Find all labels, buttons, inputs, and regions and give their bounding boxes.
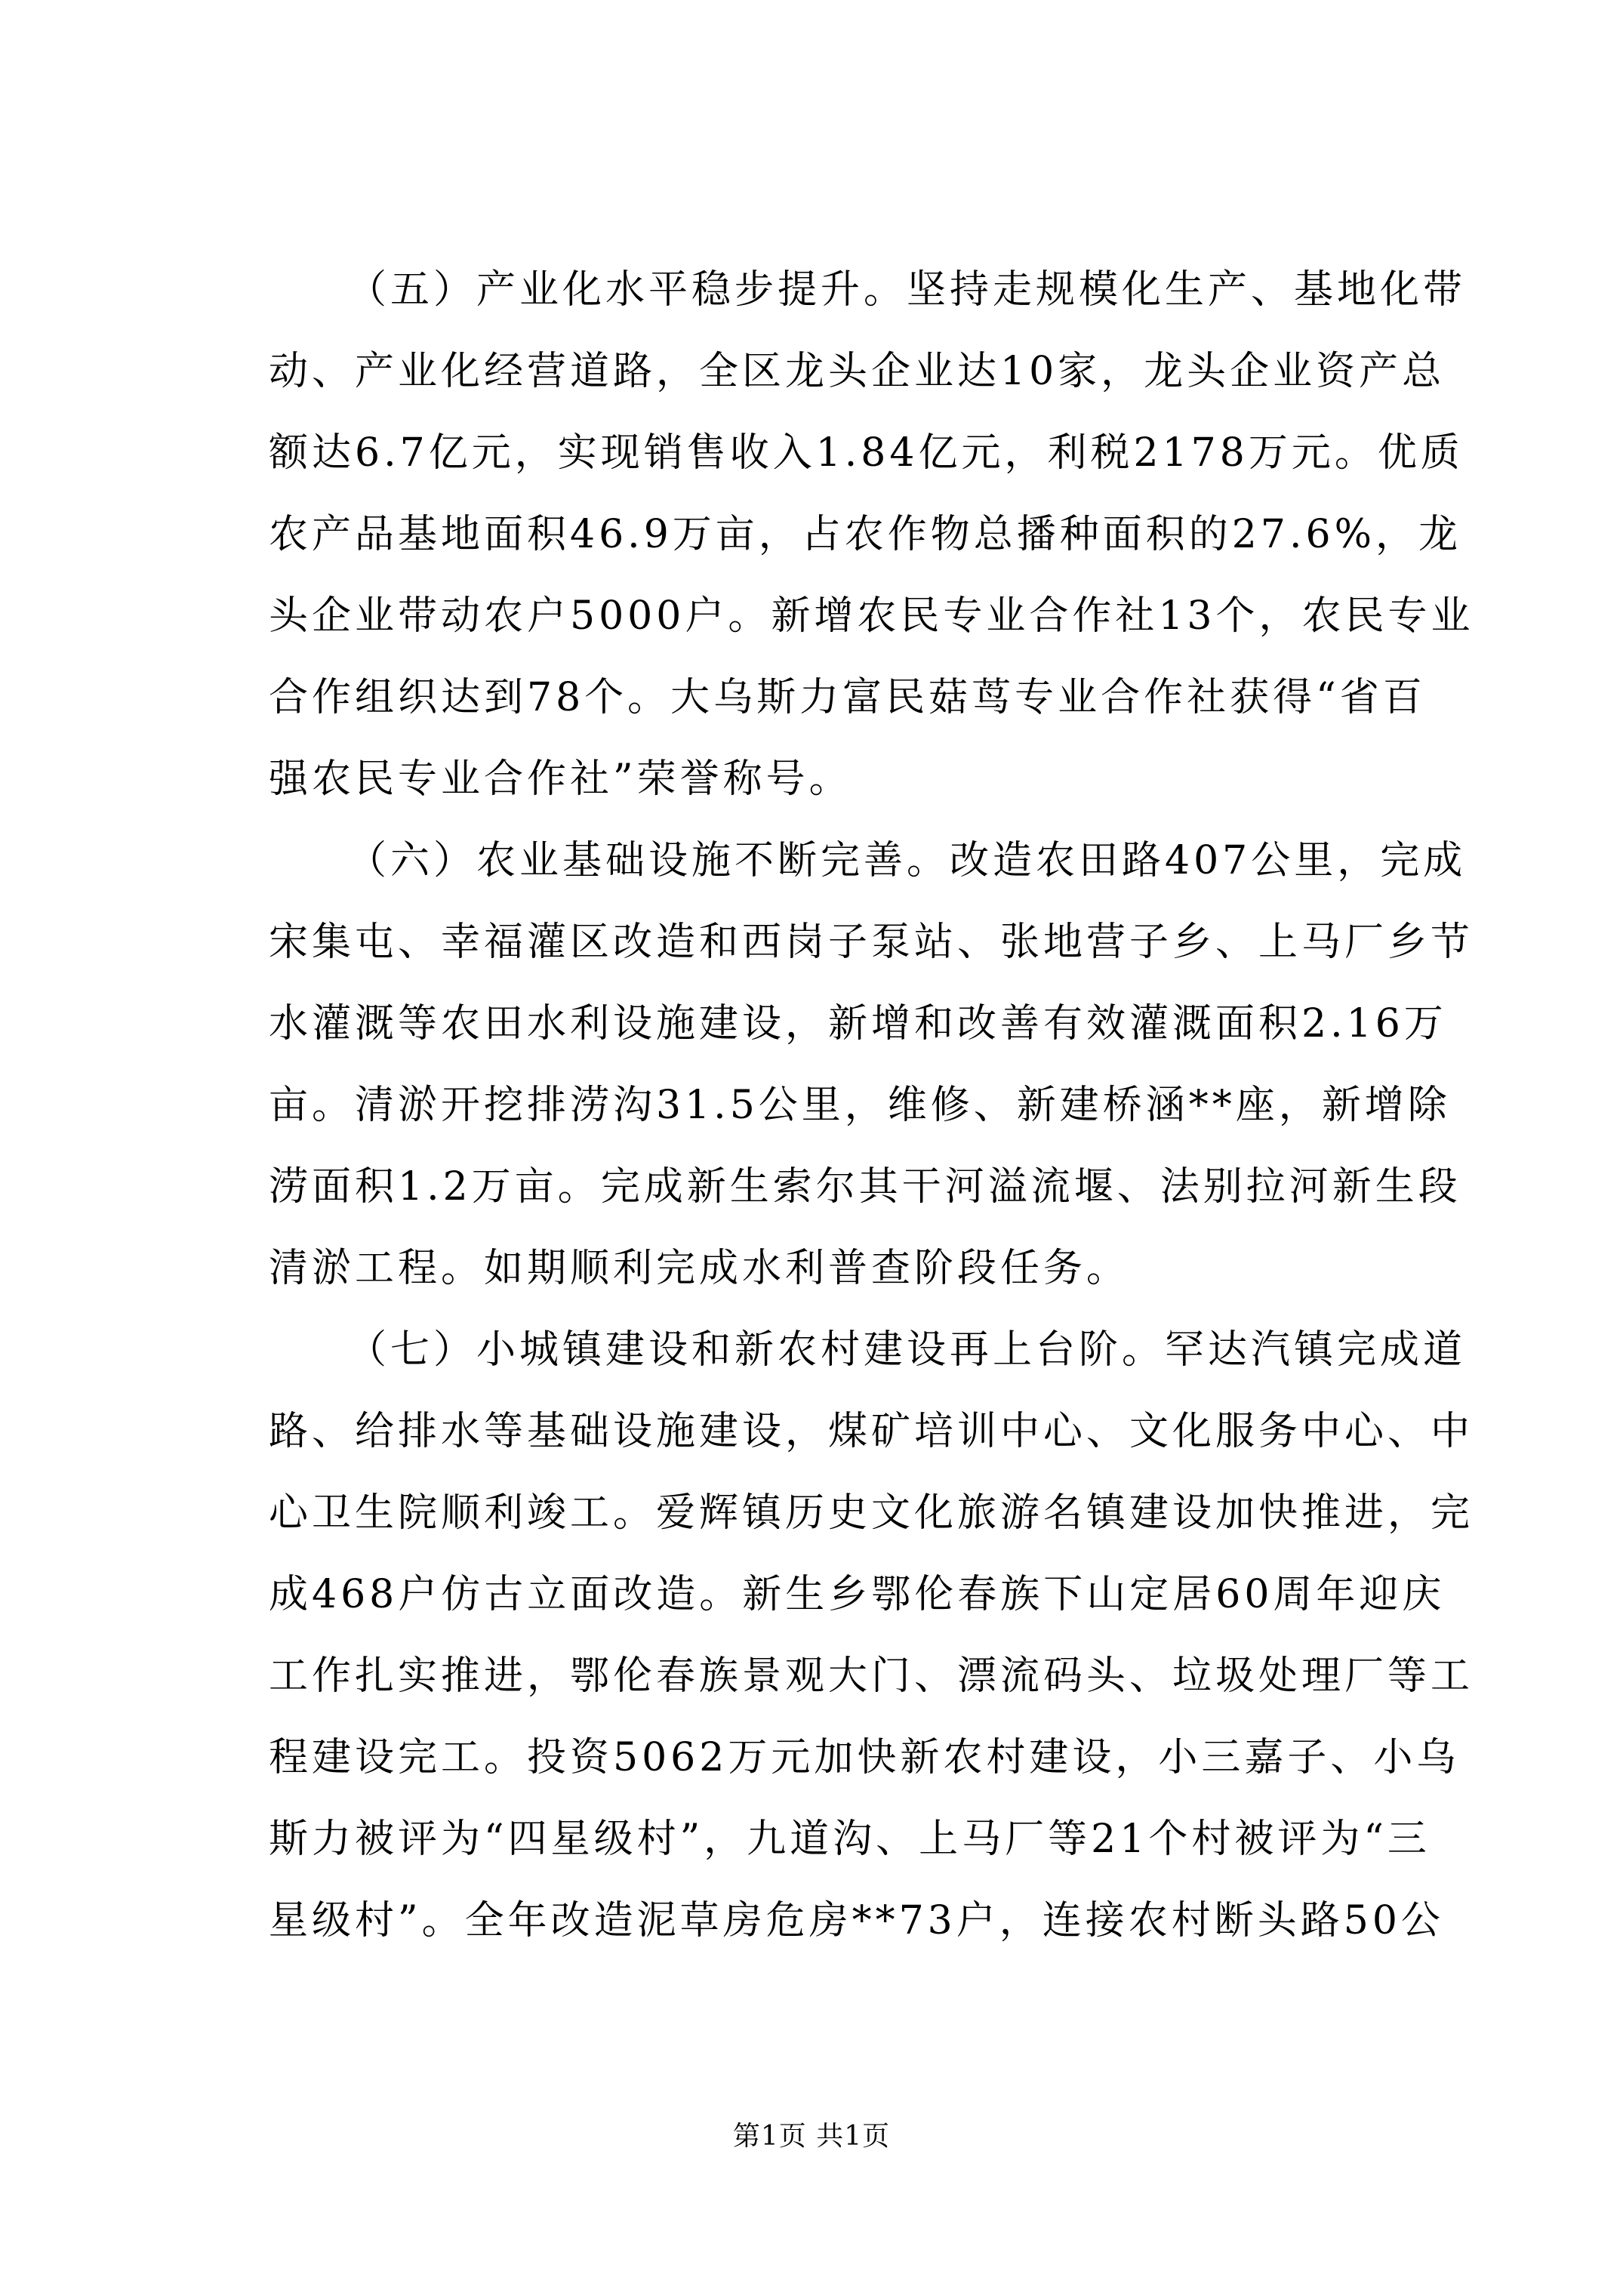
text-line: （七）小城镇建设和新农村建设再上台阶。罕达汽镇完成道 [347,1327,1467,1373]
text-line: 清淤工程。如期顺利完成水利普查阶段任务。 [269,1246,1130,1291]
text-line: 星级村”。全年改造泥草房危房**73户，连接农村断头路50公 [269,1898,1444,1943]
text-line: 涝面积1.2万亩。完成新生索尔其干河溢流堰、法别拉河新生段 [269,1164,1461,1210]
text-line: 工作扎实推进，鄂伦春族景观大门、漂流码头、垃圾处理厂等工 [269,1653,1474,1699]
text-line: （六）农业基础设施不断完善。改造农田路407公里，完成 [347,838,1467,883]
text-line: 头企业带动农户5000户。新增农民专业合作社13个，农民专业 [269,593,1474,639]
paragraph-6 [269,820,1474,1309]
text-line: 合作组织达到78个。大乌斯力富民菇茑专业合作社获得“省百 [269,675,1426,720]
text-line: 路、给排水等基础设施建设，煤矿培训中心、文化服务中心、中 [269,1409,1474,1454]
text-line: 亩。清淤开挖排涝沟31.5公里，维修、新建桥涵**座，新增除 [269,1083,1451,1128]
page-footer [0,2118,1623,2156]
text-line: 动、产业化经营道路，全区龙头企业达10家，龙头企业资产总 [269,349,1446,394]
page-number-label: 第1页 共1页 [732,2121,891,2152]
text-line: 成468户仿古立面改造。新生乡鄂伦春族下山定居60周年迎庆 [269,1572,1446,1617]
paragraph-5 [269,249,1474,820]
text-line: 心卫生院顺利竣工。爱辉镇历史文化旅游名镇建设加快推进，完 [269,1490,1474,1536]
text-line: 宋集屯、幸福灌区改造和西岗子泵站、张地营子乡、上马厂乡节 [269,920,1474,965]
text-line: 强农民专业合作社”荣誉称号。 [269,757,852,802]
text-line: 程建设完工。投资5062万元加快新农村建设，小三嘉子、小乌 [269,1735,1460,1780]
text-line: （五）产业化水平稳步提升。坚持走规模化生产、基地化带 [347,267,1467,313]
text-line: 水灌溉等农田水利设施建设，新增和改善有效灌溉面积2.16万 [269,1001,1447,1046]
text-line: 农产品基地面积46.9万亩，占农作物总播种面积的27.6%，龙 [269,512,1461,557]
document-body [269,249,1474,1962]
paragraph-7 [269,1309,1474,1962]
text-line: 斯力被评为“四星级村”，九道沟、上马厂等21个村被评为“三 [269,1817,1431,1862]
text-line: 额达6.7亿元，实现销售收入1.84亿元，利税2178万元。优质 [269,430,1464,476]
